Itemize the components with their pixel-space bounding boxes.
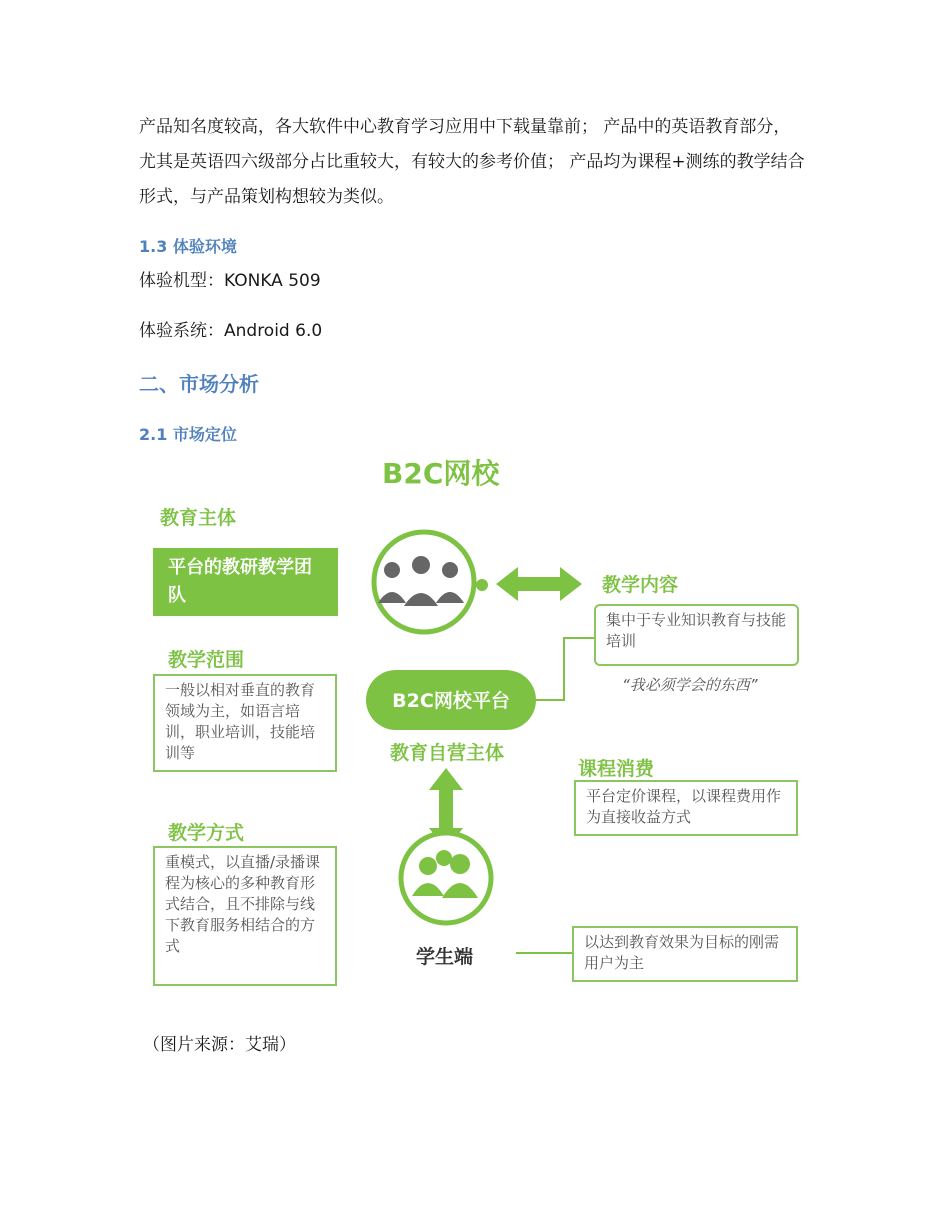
platform-label: B2C网校平台: [392, 690, 510, 712]
scope-box: 一般以相对垂直的教育领域为主，如语言培训，职业培训，技能培训等: [153, 674, 337, 772]
figure-caption: （图片来源：艾瑞）: [143, 1035, 296, 1055]
intro-line-1: 产品知名度较高，各大软件中心教育学习应用中下载量靠前； 产品中的英语教育部分，: [139, 117, 791, 137]
b2c-diagram: [138, 448, 810, 993]
label-education-subject: 教育主体: [160, 507, 237, 529]
device-model-text: 体验机型：KONKA 509: [139, 271, 321, 291]
label-teaching-method: 教学方式: [168, 822, 245, 844]
team-circle: [374, 532, 474, 632]
label-teaching-scope: 教学范围: [168, 649, 245, 671]
heading-market-analysis: 二、市场分析: [139, 372, 259, 396]
student-circle: [401, 833, 491, 923]
connector-line: [536, 638, 594, 700]
consumption-box: 平台定价课程，以课程费用作为直接收益方式: [574, 780, 798, 836]
label-course-consumption: 课程消费: [578, 758, 655, 780]
platform-sub-label: 教育自营主体: [390, 742, 505, 764]
team-box-text: 平台的教研教学团队: [168, 557, 312, 606]
method-box: 重模式，以直播/录播课程为核心的多种教育形式结合，且不排除与线下教育服务相结合的方式: [153, 846, 337, 986]
intro-line-2: 尤其是英语四六级部分占比重较大，有较大的参考价值； 产品均为课程+测练的教学结合: [139, 152, 805, 172]
diagram-title: B2C网校: [382, 457, 500, 490]
label-teaching-content: 教学内容: [602, 574, 679, 596]
double-arrow-horizontal-icon: [496, 567, 582, 601]
content-box: 集中于专业知识教育与技能培训: [594, 604, 799, 666]
content-quote: “我必须学会的东西”: [622, 676, 758, 694]
student-box: 以达到教育效果为目标的刚需用户为主: [572, 926, 798, 982]
student-label: 学生端: [416, 946, 474, 968]
intro-line-3: 形式，与产品策划构想较为类似。: [139, 187, 394, 207]
connector-dot: [476, 579, 488, 591]
device-system-text: 体验系统：Android 6.0: [139, 321, 323, 341]
heading-experience-environment: 1.3 体验环境: [139, 237, 237, 256]
heading-market-positioning: 2.1 市场定位: [139, 425, 237, 444]
